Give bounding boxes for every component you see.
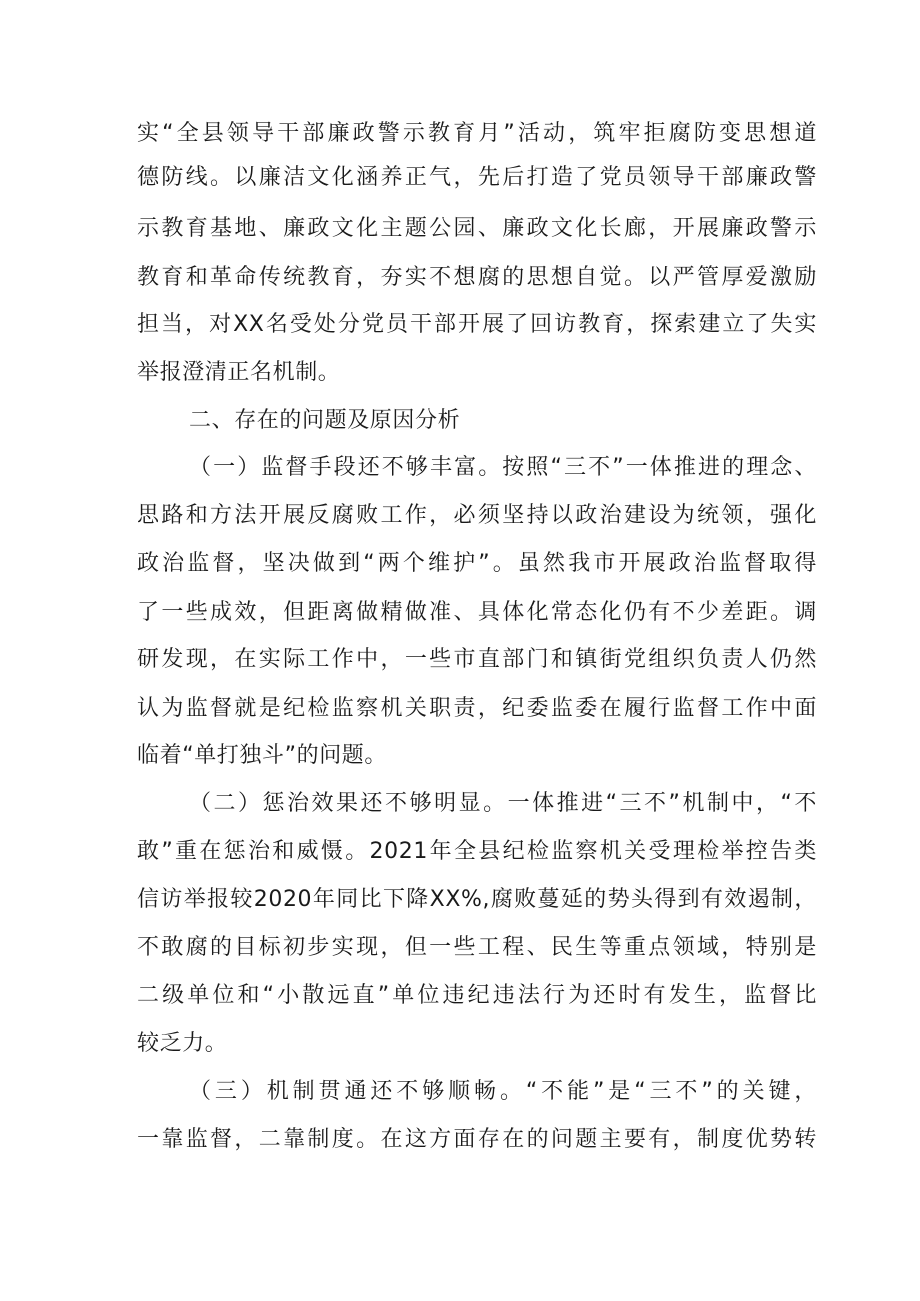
- paragraph-line: （一）监督手段还不够丰富。按照“三不”一体推进的理念、: [189, 455, 817, 480]
- paragraph-line: 示教育基地、廉政文化主题公园、廉政文化长廊，开展廉政警示: [137, 216, 817, 241]
- paragraph-line: 较乏力。: [137, 1031, 228, 1056]
- paragraph-line: 二级单位和“小散远直”单位违纪违法行为还时有发生，监督比: [137, 983, 817, 1008]
- section-heading: 二、存在的问题及原因分析: [189, 408, 461, 433]
- paragraph-line: 认为监督就是纪检监察机关职责，纪委监委在履行监督工作中面: [137, 696, 817, 721]
- paragraph-line: 实“全县领导干部廉政警示教育月”活动，筑牢拒腐防变思想道: [137, 121, 817, 146]
- paragraph-line: 德防线。以廉洁文化涵养正气，先后打造了党员领导干部廉政警: [137, 165, 817, 190]
- paragraph-line: 思路和方法开展反腐败工作，必须坚持以政治建设为统领，强化: [137, 503, 817, 528]
- paragraph-line: 举报澄清正名机制。: [137, 360, 341, 385]
- paragraph-line: 担当，对XX名受处分党员干部开展了回访教育，探索建立了失实: [137, 312, 817, 337]
- paragraph-line: 敢”重在惩治和威慑。2021年全县纪检监察机关受理检举控告类: [137, 839, 817, 864]
- paragraph-line: 信访举报较2020年同比下降XX%,腐败蔓延的势头得到有效遏制，: [137, 887, 817, 912]
- paragraph-line: （三）机制贯通还不够顺畅。“不能”是“三不”的关键，: [189, 1079, 817, 1104]
- paragraph-line: 研发现，在实际工作中，一些市直部门和镇街党组织负责人仍然: [137, 647, 817, 672]
- paragraph-line: 不敢腐的目标初步实现，但一些工程、民生等重点领域，特别是: [137, 935, 817, 960]
- paragraph-line: 一靠监督，二靠制度。在这方面存在的问题主要有，制度优势转: [137, 1127, 817, 1152]
- paragraph-line: （二）惩治效果还不够明显。一体推进“三不”机制中，“不: [189, 791, 817, 816]
- paragraph-line: 政治监督，坚决做到“两个维护”。虽然我市开展政治监督取得: [137, 551, 817, 576]
- paragraph-line: 临着“单打独斗”的问题。: [137, 743, 387, 768]
- paragraph-line: 教育和革命传统教育，夯实不想腐的思想自觉。以严管厚爱激励: [137, 265, 817, 290]
- paragraph-line: 了一些成效，但距离做精做准、具体化常态化仍有不少差距。调: [137, 600, 817, 625]
